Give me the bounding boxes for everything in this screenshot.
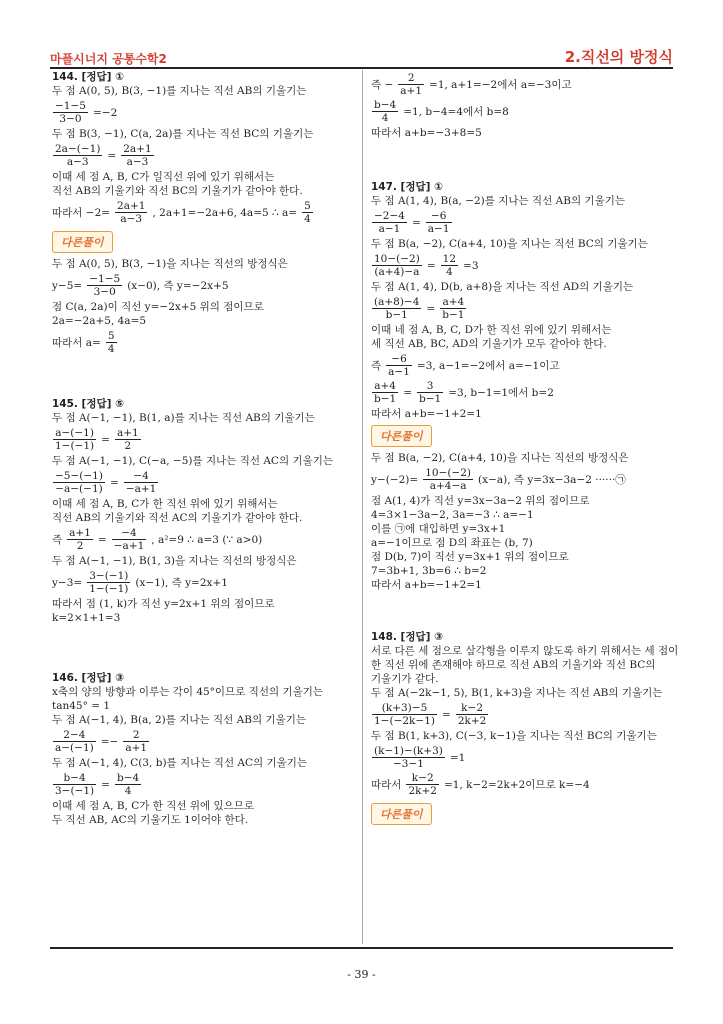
text-line: 점 C(a, 2a)이 직선 y=−2x+5 위의 점이므로 — [52, 301, 264, 313]
equation: y−(−2)= $\frac{10-(-2)}{a+4-a}$ (x−a), 즉 y=3x−3a−2 ······㉠ — [371, 467, 626, 492]
text-line: 두 점 A(−2k−1, 5), B(1, k+3)을 지나는 직선 AB의 기울기는 — [371, 687, 663, 699]
equation: y−3= $\frac{3-(-1)}{1-(-1)}$ (x−1), 즉 y=2x+1 — [52, 570, 228, 595]
fraction: $\frac{-1-5}{3-0}$ — [89, 273, 121, 298]
footer-rule — [50, 947, 673, 949]
fraction: $\frac{a+1}{2}$ — [116, 427, 139, 452]
equation: $\frac{b-4}{4}$ =1, b−4=4에서 b=8 — [374, 99, 509, 124]
fraction: $\frac{(a+8)-4}{b-1}$ — [374, 296, 420, 321]
equation: $\frac{b-4}{3-(-1)}$ = $\frac{b-4}{4}$ — [55, 772, 140, 797]
fraction: $\frac{a+4}{b-1}$ — [374, 380, 397, 405]
equation: 따라서 $\frac{k-2}{2k+2}$ =1, k−2=2k+2이므로 k=−4 — [371, 772, 590, 797]
text-line: 한 직선 위에 존재해야 하므로 직선 AB의 기울기와 직선 BC의 — [371, 659, 656, 671]
equation: $\frac{2-4}{a-(-1)}$ =− $\frac{2}{a+1}$ — [55, 729, 148, 754]
fraction: $\frac{-2-4}{a-1}$ — [374, 210, 405, 235]
text-line: 두 점 A(1, 4), B(a, −2)를 지나는 직선 AB의 기울기는 — [371, 195, 625, 207]
text-line: tan45° = 1 — [52, 700, 111, 712]
text-line: 두 점 A(0, 5), B(3, −1)를 지나는 직선 AB의 기울기는 — [52, 85, 307, 97]
fraction: $\frac{a+1}{2}$ — [69, 527, 91, 552]
fraction: $\frac{b-4}{4}$ — [116, 772, 140, 797]
fraction: $\frac{10-(-2)}{(a+4)-a}$ — [374, 253, 420, 278]
text-line: 두 직선 AB, AC의 기울기도 1이어야 한다. — [52, 814, 249, 826]
fraction: $\frac{10-(-2)}{a+4-a}$ — [425, 467, 472, 492]
equation: y−5= $\frac{-1-5}{3-0}$ (x−0), 즉 y=−2x+5 — [52, 273, 229, 298]
header-chapter-title: 2.직선의 방정식 — [564, 48, 673, 66]
text-line: 이때 세 점 A, B, C가 한 직선 위에 있기 위해서는 — [52, 498, 278, 510]
problem-title: 144. [정답] ① — [52, 71, 124, 83]
problem-title: 146. [정답] ③ — [52, 672, 124, 684]
equation: $\frac{10-(-2)}{(a+4)-a}$ = $\frac{12}{4}$ =3 — [374, 253, 479, 278]
problem-146 — [52, 671, 350, 827]
text-line: 두 점 A(0, 5), B(3, −1)을 지나는 직선의 방정식은 — [52, 258, 288, 270]
equation: 따라서 −2= $\frac{2a+1}{a-3}$ , 2a+1=−2a+6, 4a=5 ∴ a= $\frac{5}{4}$ — [52, 200, 311, 225]
problem-147 — [371, 180, 669, 592]
text-line: 기울기가 같다. — [371, 673, 439, 685]
equation: 따라서 a= $\frac{5}{4}$ — [52, 330, 115, 355]
text-line: k=2×1+1=3 — [52, 612, 121, 624]
fraction: $\frac{3}{b-1}$ — [419, 380, 442, 405]
text-line: 두 점 B(3, −1), C(a, 2a)를 지나는 직선 BC의 기울기는 — [52, 128, 314, 140]
column-divider — [362, 70, 363, 944]
text-line: 두 점 A(−1, 4), C(3, b)를 지나는 직선 AC의 기울기는 — [52, 757, 308, 769]
fraction: $\frac{a+4}{b-1}$ — [442, 296, 465, 321]
text-line: 따라서 점 (1, k)가 직선 y=2x+1 위의 점이므로 — [52, 598, 275, 610]
fraction: $\frac{-6}{a-1}$ — [388, 353, 410, 378]
text-line: 두 점 A(−1, −1), B(1, a)를 지나는 직선 AB의 기울기는 — [52, 412, 315, 424]
problem-145 — [52, 397, 350, 625]
text-line: 2a=−2a+5, 4a=5 — [52, 315, 147, 327]
text-line: 두 점 B(a, −2), C(a+4, 10)을 지나는 직선의 방정식은 — [371, 452, 629, 464]
problem-title: 147. [정답] ① — [371, 181, 443, 193]
left-column — [52, 70, 350, 827]
problem-title: 145. [정답] ⑤ — [52, 398, 124, 410]
header-rule — [50, 67, 673, 69]
text-line: 이때 네 점 A, B, C, D가 한 직선 위에 있기 위해서는 — [371, 324, 612, 336]
fraction: $\frac{-5-(-1)}{-a-(-1)}$ — [55, 470, 103, 495]
fraction: $\frac{2a+1}{a-3}$ — [123, 143, 152, 168]
equation: 즉 $\frac{a+1}{2}$ = $\frac{-4}{-a+1}$ , a²=9 ∴ a=3 (∵ a>0) — [52, 527, 263, 552]
fraction: $\frac{a-(-1)}{1-(-1)}$ — [55, 427, 95, 452]
text-line: 두 점 A(−1, −1), B(1, 3)을 지나는 직선의 방정식은 — [52, 555, 297, 567]
text-line: 이때 세 점 A, B, C가 한 직선 위에 있으므로 — [52, 800, 255, 812]
fraction: $\frac{-1-5}{3-0}$ — [55, 100, 86, 125]
problem-title: 148. [정답] ③ — [371, 631, 443, 643]
problem-148 — [371, 630, 679, 829]
equation: 즉 $\frac{-6}{a-1}$ =3, a−1=−2에서 a=−1이고 — [371, 353, 560, 378]
fraction: $\frac{-4}{-a+1}$ — [113, 527, 145, 552]
text-line: 두 점 A(−1, −1), C(−a, −5)를 지나는 직선 AC의 기울기는 — [52, 455, 334, 467]
equation: $\frac{-5-(-1)}{-a-(-1)}$ = $\frac{-4}{-a+1}$ — [55, 470, 157, 495]
equation: $\frac{(k+3)-5}{1-(-2k-1)}$ = $\frac{k-2}{2k+2}$ — [374, 702, 487, 727]
fraction: $\frac{k-2}{2k+2}$ — [457, 702, 487, 727]
alternative-solution-badge: 다른풀이 — [371, 425, 432, 447]
fraction: $\frac{2}{a+1}$ — [400, 72, 423, 97]
text-line: 두 점 B(1, k+3), C(−3, k−1)을 지나는 직선 BC의 기울기는 — [371, 730, 657, 742]
equation: $\frac{-1-5}{3-0}$ =−2 — [55, 100, 118, 125]
text-line: 점 D(b, 7)이 직선 y=3x+1 위의 점이므로 — [371, 551, 569, 563]
alternative-solution-badge: 다른풀이 — [52, 231, 113, 253]
fraction: $\frac{12}{4}$ — [442, 253, 457, 278]
text-line: 두 점 B(a, −2), C(a+4, 10)을 지나는 직선 BC의 기울기는 — [371, 238, 648, 250]
equation: $\frac{(k-1)-(k+3)}{-3-1}$ =1 — [374, 745, 466, 770]
equation: $\frac{2a-(-1)}{a-3}$ = $\frac{2a+1}{a-3}$ — [55, 143, 152, 168]
fraction: $\frac{(k-1)-(k+3)}{-3-1}$ — [374, 745, 443, 770]
fraction: $\frac{2-4}{a-(-1)}$ — [55, 729, 94, 754]
text-line: x축의 양의 방향과 이루는 각이 45°이므로 직선의 기울기는 — [52, 686, 324, 698]
fraction: $\frac{b-4}{4}$ — [374, 99, 397, 124]
right-column — [371, 70, 679, 829]
text-line: 이를 ㉠에 대입하면 y=3x+1 — [371, 523, 506, 535]
fraction: $\frac{5}{4}$ — [304, 200, 311, 225]
fraction: $\frac{-4}{-a+1}$ — [125, 470, 157, 495]
problem-144 — [52, 70, 350, 355]
equation: $\frac{a+4}{b-1}$ = $\frac{3}{b-1}$ =3, b−1=1에서 b=2 — [374, 380, 554, 405]
fraction: $\frac{2}{a+1}$ — [125, 729, 148, 754]
text-line: 두 점 A(1, 4), D(b, a+8)을 지나는 직선 AD의 기울기는 — [371, 281, 634, 293]
equation: $\frac{-2-4}{a-1}$ = $\frac{-6}{a-1}$ — [374, 210, 450, 235]
page-number: - 39 - — [347, 968, 376, 981]
equation: 즉 − $\frac{2}{a+1}$ =1, a+1=−2에서 a=−3이고 — [371, 72, 572, 97]
fraction: $\frac{(k+3)-5}{1-(-2k-1)}$ — [374, 702, 435, 727]
header-book-title: 마플시너지 공통수학2 — [50, 52, 167, 66]
text-line: 4=3×1−3a−2, 3a=−3 ∴ a=−1 — [371, 509, 534, 521]
alternative-solution-badge: 다른풀이 — [371, 803, 432, 825]
fraction: $\frac{b-4}{3-(-1)}$ — [55, 772, 95, 797]
text-line: 세 직선 AB, BC, AD의 기울기가 모두 같아야 한다. — [371, 338, 607, 350]
problem-146-continued — [371, 72, 669, 140]
equation: $\frac{a-(-1)}{1-(-1)}$ = $\frac{a+1}{2}$ — [55, 427, 139, 452]
text-line: a=−1이므로 점 D의 좌표는 (b, 7) — [371, 537, 533, 549]
text-line: 직선 AB의 기울기와 직선 BC의 기울기가 같아야 한다. — [52, 185, 303, 197]
text-line: 서로 다른 세 점으로 삼각형을 이루지 않도록 하기 위해서는 세 점이 — [371, 645, 679, 657]
text-line: 이때 세 점 A, B, C가 일직선 위에 있기 위해서는 — [52, 171, 275, 183]
fraction: $\frac{-6}{a-1}$ — [427, 210, 450, 235]
fraction: $\frac{2a-(-1)}{a-3}$ — [55, 143, 101, 168]
text-line: 따라서 a+b=−1+2=1 — [371, 579, 482, 591]
text-line: 따라서 a+b=−1+2=1 — [371, 408, 482, 420]
text-line: 점 A(1, 4)가 직선 y=3x−3a−2 위의 점이므로 — [371, 495, 590, 507]
equation: $\frac{(a+8)-4}{b-1}$ = $\frac{a+4}{b-1}$ — [374, 296, 465, 321]
fraction: $\frac{5}{4}$ — [107, 330, 115, 355]
fraction: $\frac{2a+1}{a-3}$ — [117, 200, 146, 225]
text-line: 두 점 A(−1, 4), B(a, 2)를 지나는 직선 AB의 기울기는 — [52, 714, 306, 726]
text-line: 직선 AB의 기울기와 직선 AC의 기울기가 같아야 한다. — [52, 512, 303, 524]
text-line: 따라서 a+b=−3+8=5 — [371, 127, 482, 139]
fraction: $\frac{k-2}{2k+2}$ — [408, 772, 437, 797]
fraction: $\frac{3-(-1)}{1-(-1)}$ — [89, 570, 129, 595]
text-line: 7=3b+1, 3b=6 ∴ b=2 — [371, 565, 487, 577]
